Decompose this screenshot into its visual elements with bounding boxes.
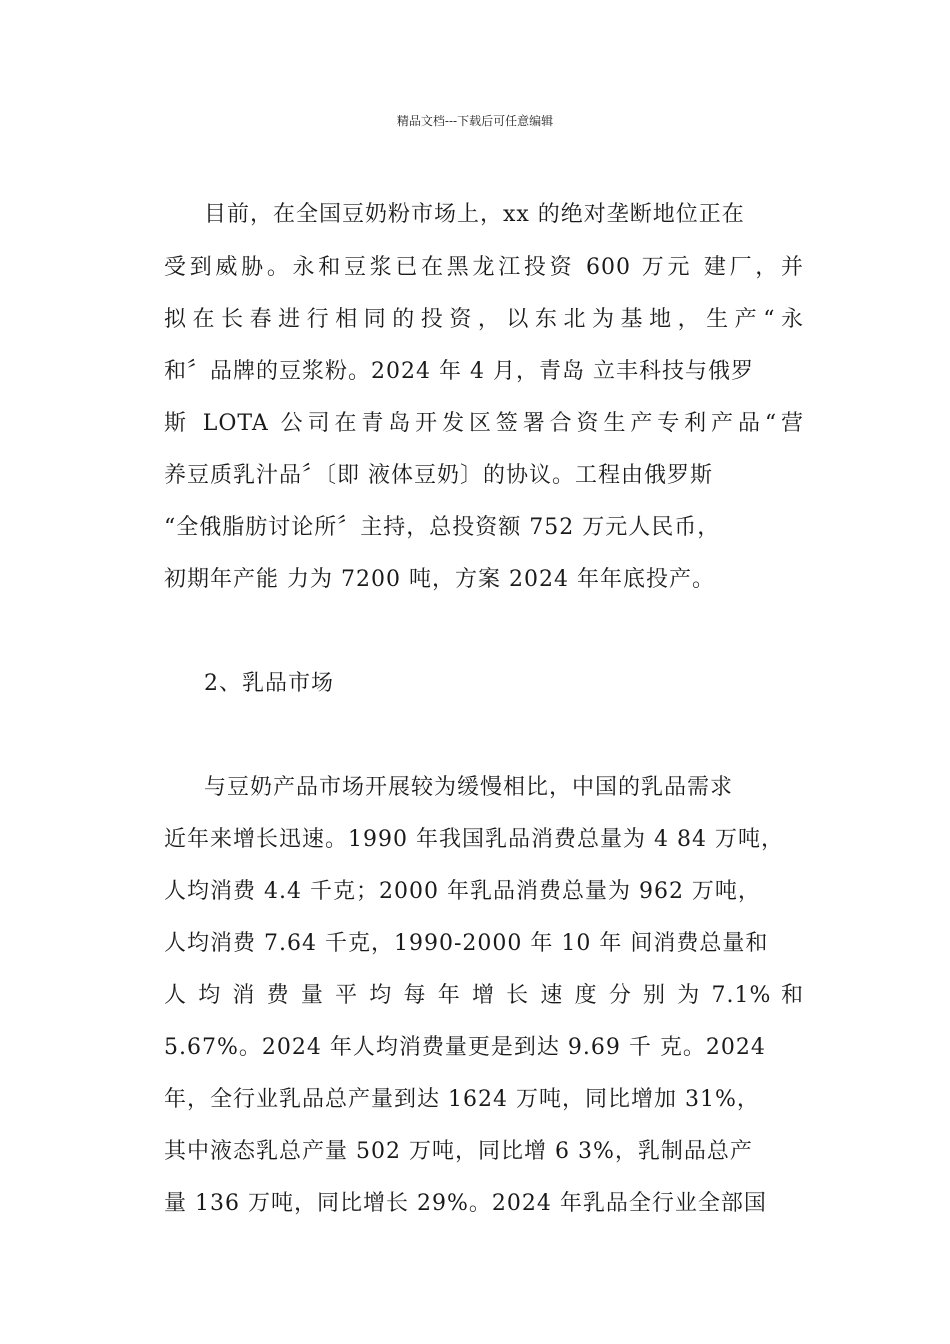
paragraph-line: 受到威胁。永和豆浆已在黑龙江投资 600 万元 建厂，并: [164, 255, 804, 280]
paragraph-line: 5.67%。2024 年人均消费量更是到达 9.69 千 克。2024: [164, 1035, 766, 1060]
page-header: 精品文档---下载后可任意编辑: [396, 114, 554, 128]
paragraph-line: 人均消费 4.4 千克；2000 年乳品消费总量为 962 万吨，: [164, 879, 761, 904]
paragraph-line: 年，全行业乳品总产量到达 1624 万吨，同比增加 31%，: [164, 1087, 760, 1112]
paragraph-line: 人 均 消 费 量 平 均 每 年 增 长 速 度 分 别 为 7.1% 和: [164, 983, 804, 1008]
paragraph-line: 斯 LOTA 公司在青岛开发区签署合资生产专利产品“营: [164, 411, 804, 436]
paragraph-line: 养豆质乳汁品〞〔即 液体豆奶〕的协议。工程由俄罗斯: [164, 463, 713, 488]
paragraph-line: “全俄脂肪讨论所〞主持，总投资额 752 万元人民币，: [164, 515, 721, 540]
paragraph-line: 初期年产能 力为 7200 吨，方案 2024 年年底投产。: [164, 567, 715, 592]
paragraph-line: 量 136 万吨，同比增长 29%。2024 年乳品全行业全部国: [164, 1191, 767, 1216]
paragraph-line: 拟在长春进行相同的投资，以东北为基地，生产“永: [164, 307, 804, 332]
paragraph-line: 其中液态乳总产量 502 万吨，同比增 6 3%，乳制品总产: [164, 1139, 753, 1164]
paragraph-line: 目前，在全国豆奶粉市场上，xx 的绝对垄断地位正在: [204, 202, 745, 227]
paragraph-line: 近年来增长迅速。1990 年我国乳品消费总量为 4 84 万吨，: [164, 827, 784, 852]
paragraph-line: 与豆奶产品市场开展较为缓慢相比，中国的乳品需求: [204, 775, 734, 800]
section-heading: 2、乳品市场: [204, 671, 334, 696]
paragraph-line: 和〞品牌的豆浆粉。2024 年 4 月，青岛 立丰科技与俄罗: [164, 359, 754, 384]
paragraph-line: 人均消费 7.64 千克，1990-2000 年 10 年 间消费总量和: [164, 931, 769, 956]
